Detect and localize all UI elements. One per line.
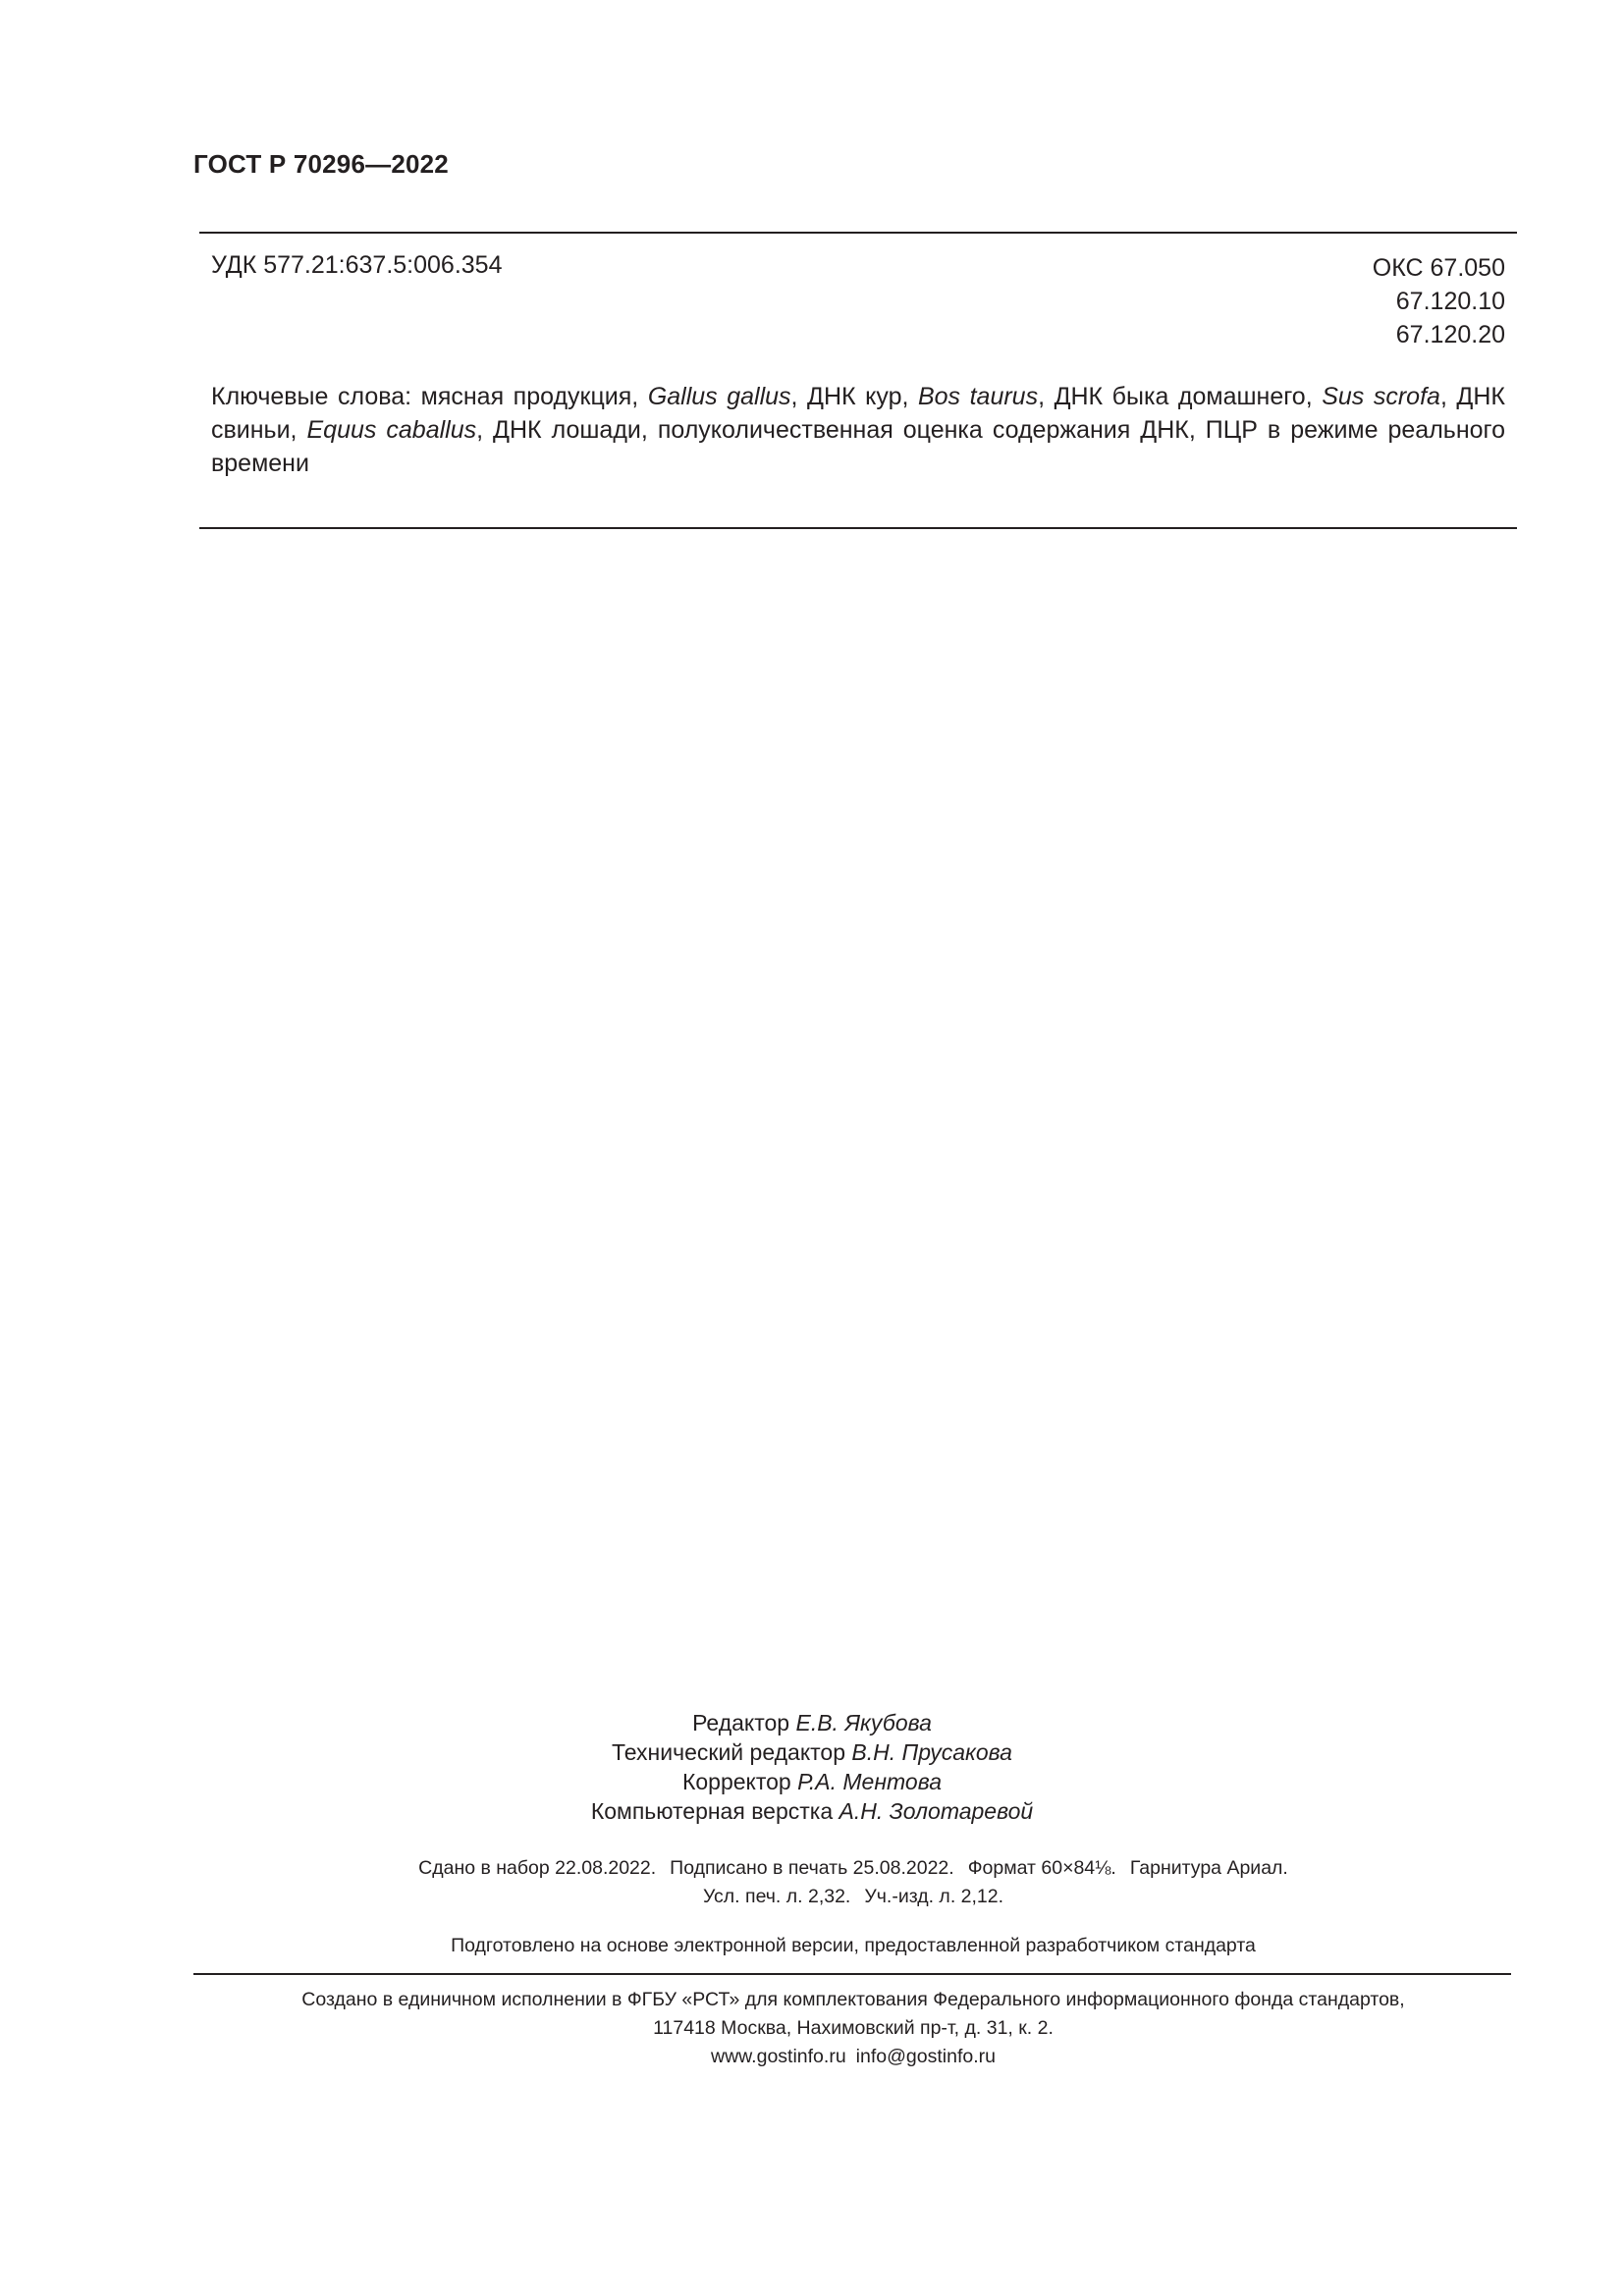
credit-line — [0, 1708, 1624, 1737]
print-info — [0, 1854, 1624, 1911]
typeset-date: Сдано в набор 22.08.2022. — [418, 1857, 657, 1879]
credit-role: Технический редактор — [612, 1739, 846, 1765]
oks-code-2: 67.120.10 — [1395, 288, 1505, 315]
oks-code-1: ОКС 67.050 — [1372, 254, 1505, 282]
keywords-text: , ДНК быка домашнего, — [1038, 383, 1323, 410]
typeface: Гарнитура Ариал. — [1129, 1857, 1288, 1879]
keywords-text: , ДНК свиньи, — [211, 383, 1505, 444]
credit-line — [0, 1767, 1624, 1796]
oks-code-3: 67.120.20 — [1395, 321, 1505, 348]
credit-name: Е.В. Якубова — [795, 1710, 932, 1735]
keywords-text: Ключевые слова: мясная продукция, — [211, 383, 648, 410]
printed-sheets: Усл. печ. л. 2,32. — [702, 1886, 851, 1907]
website-link[interactable]: www.gostinfo.ru — [711, 2046, 846, 2067]
credit-role: Компьютерная верстка — [590, 1798, 834, 1824]
print-info-line-1 — [0, 1854, 1624, 1883]
udk-code: УДК 577.21:637.5:006.354 — [211, 251, 503, 279]
print-date: Подписано в печать 25.08.2022. — [670, 1857, 954, 1879]
paper-format: Формат 60×84⅛. — [967, 1857, 1116, 1879]
footer-contacts — [0, 2043, 1624, 2071]
keywords-text: , ДНК кур, — [790, 383, 918, 410]
credit-name: В.Н. Прусакова — [851, 1739, 1012, 1765]
keywords-text: , ДНК лошади, полуколичественная оценка содержания ДНК, ПЦР в режиме реального времени — [211, 416, 1506, 477]
prepared-note: Подготовлено на основе электронной версии, предоставленной разработчиком стандарта — [451, 1935, 1256, 1956]
keywords-species: Sus scrofa — [1322, 383, 1440, 410]
footer-line-1: Создано в единичном исполнении в ФГБУ «РСТ» для комплектования Федерального информационного фонда стандартов, — [301, 1989, 1405, 2010]
footer-address: 117418 Москва, Нахимовский пр-т, д. 31, к. 2. — [653, 2017, 1054, 2039]
keywords-species: Bos taurus — [917, 383, 1039, 410]
top-divider — [199, 232, 1517, 234]
document-number: ГОСТ Р 70296—2022 — [193, 149, 449, 179]
credit-role: Корректор — [681, 1769, 791, 1794]
email-link[interactable]: info@gostinfo.ru — [855, 2046, 996, 2067]
oks-codes — [1309, 251, 1505, 351]
keywords-species: Gallus gallus — [647, 383, 791, 410]
credit-role: Редактор — [692, 1710, 790, 1735]
credits-block — [0, 1708, 1624, 1826]
credit-line — [0, 1796, 1624, 1826]
print-info-line-2 — [0, 1883, 1624, 1911]
bottom-divider — [199, 527, 1517, 529]
keywords-paragraph — [211, 380, 1505, 480]
publisher-footer — [0, 1986, 1624, 2071]
footer-divider — [193, 1973, 1511, 1975]
credit-name: Р.А. Ментова — [797, 1769, 942, 1794]
keywords-species: Equus caballus — [306, 416, 477, 444]
publishing-sheets: Уч.-изд. л. 2,12. — [864, 1886, 1004, 1907]
credit-name: А.Н. Золотаревой — [839, 1798, 1034, 1824]
credit-line — [0, 1737, 1624, 1767]
